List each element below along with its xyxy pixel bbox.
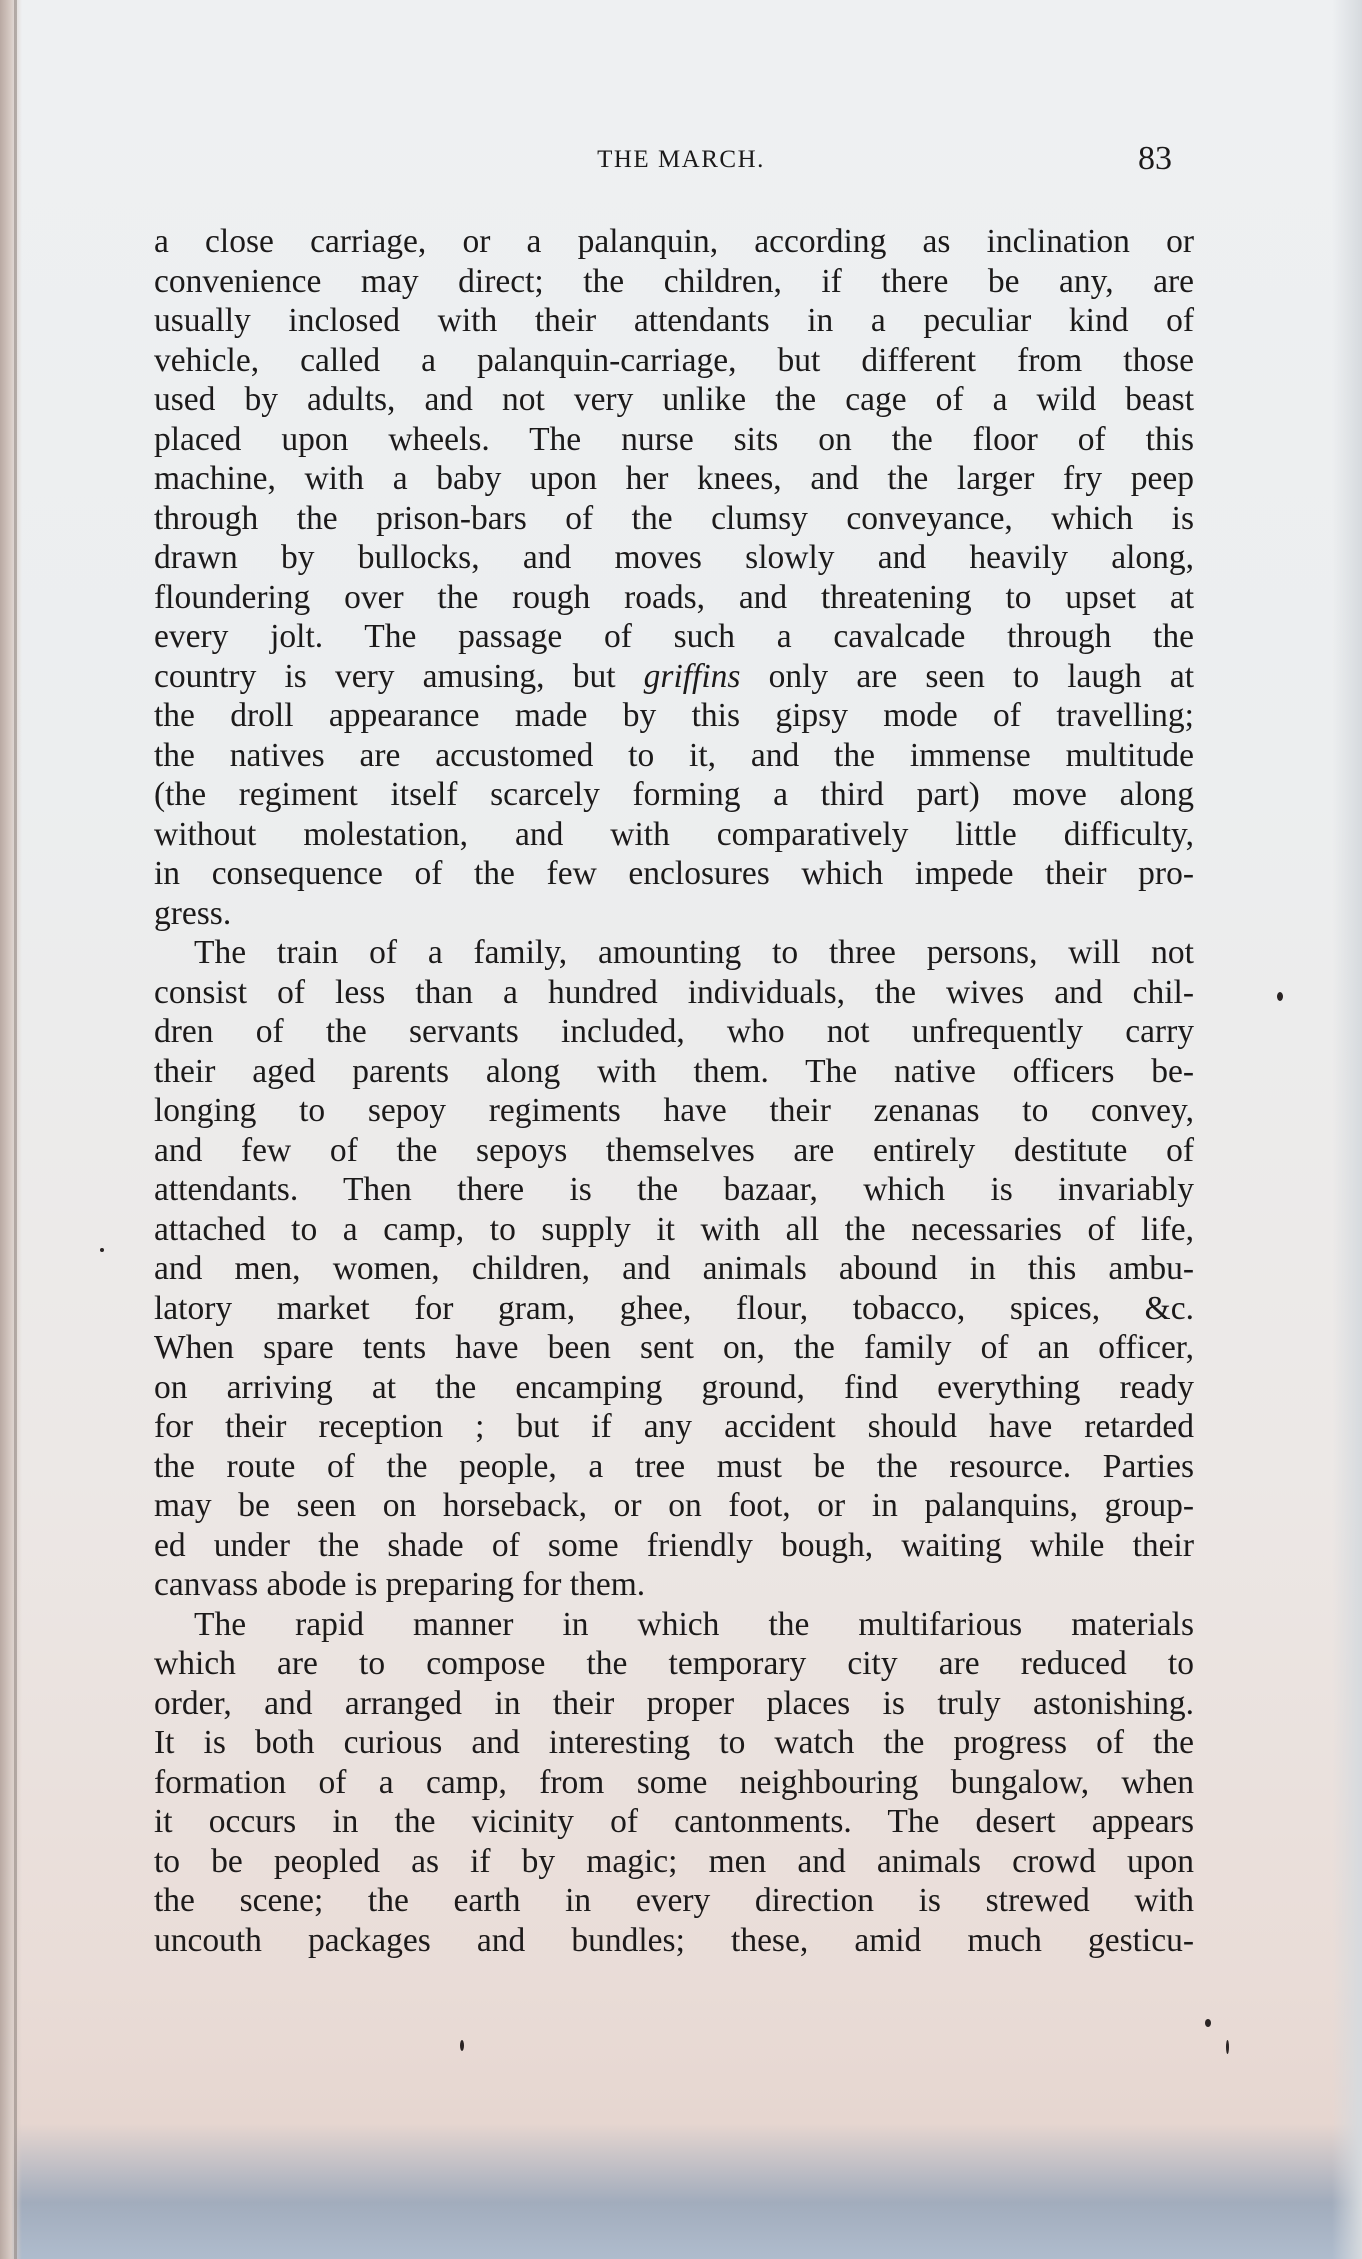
text-line: It is both curious and interesting to watch the progress of the [154, 1724, 1194, 1761]
ink-speck [100, 1248, 104, 1252]
text-line: the droll appearance made by this gipsy mode of travelling; [154, 697, 1194, 734]
text-line: The train of a family, amounting to three persons, will not [194, 934, 1194, 971]
text-line: may be seen on horseback, or on foot, or in palanquins, group- [154, 1487, 1194, 1524]
text-line: longing to sepoy regiments have their zenanas to convey, [154, 1092, 1194, 1129]
ink-speck [460, 2040, 464, 2051]
text-line: the route of the people, a tree must be the resource. Parties [154, 1447, 1194, 1485]
text-line: order, and arranged in their proper places is truly astonishing. [154, 1684, 1194, 1722]
text-line: the scene; the earth in every direction is strewed with [154, 1882, 1194, 1919]
text-line: (the regiment itself scarcely forming a third part) move along [154, 776, 1194, 813]
text-line: floundering over the rough roads, and threatening to upset at [154, 578, 1194, 616]
text-line: The rapid manner in which the multifarious materials [194, 1605, 1194, 1643]
italic-word: griffins [643, 657, 741, 695]
text-line: machine, with a baby upon her knees, and the larger fry peep [154, 460, 1194, 497]
text-line: every jolt. The passage of such a cavalcade through the [154, 618, 1194, 655]
text-line: usually inclosed with their attendants in a peculiar kind of [154, 302, 1194, 339]
text-line [154, 657, 1194, 697]
text-line: vehicle, called a palanquin-carriage, but different from those [154, 341, 1194, 379]
text-line: used by adults, and not very unlike the cage of a wild beast [154, 381, 1194, 418]
text-segment: country is very amusing, but [154, 657, 644, 695]
text-line: ed under the shade of some friendly bough, waiting while their [154, 1526, 1194, 1564]
text-line: through the prison-bars of the clumsy conveyance, which is [154, 499, 1194, 537]
text-line: to be peopled as if by magic; men and animals crowd upon [154, 1842, 1194, 1880]
text-line: placed upon wheels. The nurse sits on the floor of this [154, 420, 1194, 458]
text-segment: only are seen to laugh at [740, 657, 1194, 695]
text-line: the natives are accustomed to it, and the immense multitude [154, 736, 1194, 774]
page-number: 83 [1138, 140, 1172, 177]
text-line: canvass abode is preparing for them. [154, 1566, 646, 1603]
page-edge-shadow [0, 0, 22, 2259]
text-line: convenience may direct; the children, if there be any, are [154, 262, 1194, 300]
ink-speck [1277, 992, 1283, 1001]
text-line: uncouth packages and bundles; these, amid much gesticu- [154, 1921, 1194, 1959]
ink-speck [1205, 2019, 1211, 2027]
ink-speck [1226, 2040, 1229, 2054]
page-edge-right [1332, 0, 1362, 2259]
text-line: attendants. Then there is the bazaar, which is invariably [154, 1171, 1194, 1208]
running-head: THE MARCH. [597, 146, 765, 173]
text-line: and men, women, children, and animals abound in this ambu- [154, 1250, 1194, 1287]
text-line: attached to a camp, to supply it with all the necessaries of life, [154, 1210, 1194, 1248]
text-line: their aged parents along with them. The native officers be- [154, 1052, 1194, 1090]
text-line: dren of the servants included, who not unfrequently carry [154, 1013, 1194, 1050]
text-line: When spare tents have been sent on, the family of an officer, [154, 1329, 1194, 1366]
text-line: it occurs in the vicinity of cantonments. The desert appears [154, 1803, 1194, 1840]
text-line: on arriving at the encamping ground, find everything ready [154, 1368, 1194, 1406]
text-line: gress. [154, 894, 232, 932]
body-text [154, 222, 1194, 1960]
text-line: in consequence of the few enclosures which impede their pro- [154, 855, 1194, 892]
text-line: for their reception ; but if any accident should have retarded [154, 1408, 1194, 1445]
text-line: formation of a camp, from some neighbouring bungalow, when [154, 1763, 1194, 1801]
text-line: without molestation, and with comparatively little difficulty, [154, 815, 1194, 853]
text-line: consist of less than a hundred individuals, the wives and chil- [154, 973, 1194, 1011]
binding-edge [14, 0, 17, 2259]
text-line: a close carriage, or a palanquin, according as inclination or [154, 223, 1194, 260]
text-line: and few of the sepoys themselves are entirely destitute of [154, 1131, 1194, 1169]
text-line: which are to compose the temporary city are reduced to [154, 1645, 1194, 1682]
text-line: drawn by bullocks, and moves slowly and heavily along, [154, 539, 1194, 576]
text-line: latory market for gram, ghee, flour, tobacco, spices, &c. [154, 1289, 1194, 1327]
